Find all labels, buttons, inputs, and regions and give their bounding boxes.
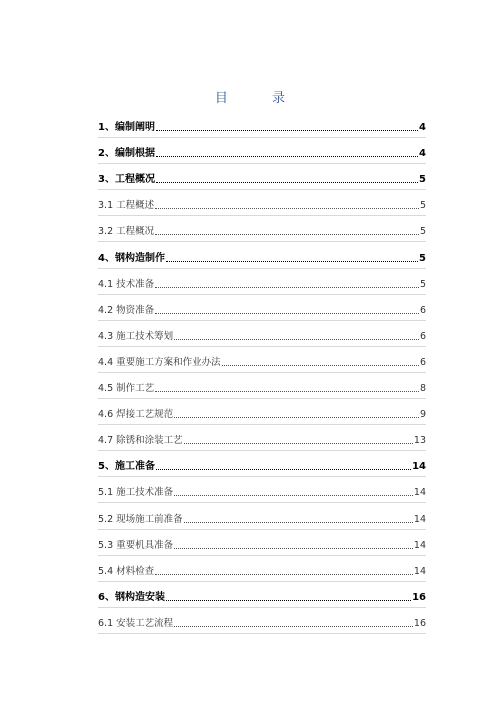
toc-entry-page: 16 bbox=[412, 591, 426, 603]
toc-leader-dots bbox=[174, 548, 413, 549]
toc-entry-label: 5.4 材料检查 bbox=[98, 565, 155, 577]
toc-entry[interactable] bbox=[98, 451, 426, 477]
toc-list bbox=[98, 112, 426, 634]
toc-entry-page: 16 bbox=[413, 617, 426, 629]
toc-leader-dots bbox=[166, 261, 418, 262]
toc-entry-label: 4.3 施工技术筹划 bbox=[98, 330, 174, 342]
toc-leader-dots bbox=[155, 313, 419, 314]
toc-entry-page: 6 bbox=[419, 356, 426, 368]
toc-leader-dots bbox=[184, 443, 413, 444]
toc-entry[interactable] bbox=[98, 242, 426, 268]
toc-entry-page: 4 bbox=[419, 148, 426, 160]
toc-leader-dots bbox=[174, 495, 413, 496]
toc-entry[interactable] bbox=[98, 477, 426, 503]
toc-entry-label: 4.5 制作工艺 bbox=[98, 383, 155, 395]
toc-entry-label: 4.2 物资准备 bbox=[98, 304, 155, 316]
toc-leader-dots bbox=[155, 574, 413, 575]
toc-entry-label: 3、工程概况 bbox=[98, 174, 155, 186]
toc-leader-dots bbox=[174, 339, 419, 340]
toc-leader-dots bbox=[174, 417, 419, 418]
toc-entry-label: 1、编制阐明 bbox=[98, 122, 155, 134]
toc-entry[interactable] bbox=[98, 295, 426, 321]
toc-entry-page: 14 bbox=[413, 513, 426, 525]
toc-entry-page: 5 bbox=[419, 174, 426, 186]
toc-entry[interactable] bbox=[98, 269, 426, 295]
toc-entry[interactable] bbox=[98, 582, 426, 608]
toc-entry-page: 6 bbox=[419, 330, 426, 342]
toc-entry-label: 4.4 重要施工方案和作业办法 bbox=[98, 356, 221, 368]
toc-leader-dots bbox=[156, 130, 418, 131]
toc-leader-dots bbox=[155, 287, 419, 288]
toc-leader-dots bbox=[184, 522, 413, 523]
toc-leader-dots bbox=[155, 234, 419, 235]
toc-entry[interactable] bbox=[98, 164, 426, 190]
toc-entry-label: 3.1 工程概述 bbox=[98, 200, 155, 212]
toc-entry-page: 14 bbox=[413, 565, 426, 577]
toc-leader-dots bbox=[155, 391, 419, 392]
toc-entry-page: 5 bbox=[419, 252, 426, 264]
toc-entry[interactable] bbox=[98, 373, 426, 399]
toc-entry-page: 14 bbox=[413, 487, 426, 499]
toc-entry-label: 5.1 施工技术准备 bbox=[98, 487, 174, 499]
toc-entry-page: 4 bbox=[419, 122, 426, 134]
toc-entry[interactable] bbox=[98, 608, 426, 634]
toc-entry[interactable] bbox=[98, 190, 426, 216]
toc-entry-page: 14 bbox=[413, 539, 426, 551]
toc-entry[interactable] bbox=[98, 138, 426, 164]
toc-entry-label: 5、施工准备 bbox=[98, 461, 155, 473]
toc-entry-label: 2、编制根据 bbox=[98, 148, 155, 160]
toc-leader-dots bbox=[174, 626, 413, 627]
toc-entry-page: 9 bbox=[419, 409, 426, 421]
toc-entry-label: 5.2 现场施工前准备 bbox=[98, 513, 183, 525]
toc-entry-label: 3.2 工程概况 bbox=[98, 226, 155, 238]
toc-entry[interactable] bbox=[98, 112, 426, 138]
toc-entry-label: 4.7 除锈和涂装工艺 bbox=[98, 435, 183, 447]
toc-entry-page: 8 bbox=[419, 383, 426, 395]
toc-leader-dots bbox=[156, 469, 411, 470]
toc-entry-page: 5 bbox=[419, 278, 426, 290]
toc-entry[interactable] bbox=[98, 425, 426, 451]
toc-leader-dots bbox=[166, 600, 411, 601]
toc-entry[interactable] bbox=[98, 530, 426, 556]
toc-entry[interactable] bbox=[98, 399, 426, 425]
toc-entry[interactable] bbox=[98, 347, 426, 373]
toc-entry-label: 5.3 重要机具准备 bbox=[98, 539, 174, 551]
toc-entry[interactable] bbox=[98, 556, 426, 582]
toc-entry-label: 4.6 焊接工艺规范 bbox=[98, 409, 174, 421]
toc-entry[interactable] bbox=[98, 216, 426, 242]
toc-entry-label: 6、钢构造安装 bbox=[98, 591, 165, 603]
toc-entry-label: 4、钢构造制作 bbox=[98, 252, 165, 264]
toc-entry-label: 6.1 安装工艺流程 bbox=[98, 617, 174, 629]
toc-title: 目 录 bbox=[214, 91, 306, 106]
toc-leader-dots bbox=[155, 208, 419, 209]
toc-entry-label: 4.1 技术准备 bbox=[98, 278, 155, 290]
toc-entry-page: 5 bbox=[419, 226, 426, 238]
toc-entry-page: 14 bbox=[412, 461, 426, 473]
toc-entry-page: 5 bbox=[419, 200, 426, 212]
toc-leader-dots bbox=[156, 156, 418, 157]
toc-entry-page: 6 bbox=[419, 304, 426, 316]
toc-leader-dots bbox=[222, 365, 419, 366]
toc-entry-page: 13 bbox=[413, 435, 426, 447]
toc-entry[interactable] bbox=[98, 321, 426, 347]
toc-entry[interactable] bbox=[98, 503, 426, 529]
toc-leader-dots bbox=[156, 182, 418, 183]
